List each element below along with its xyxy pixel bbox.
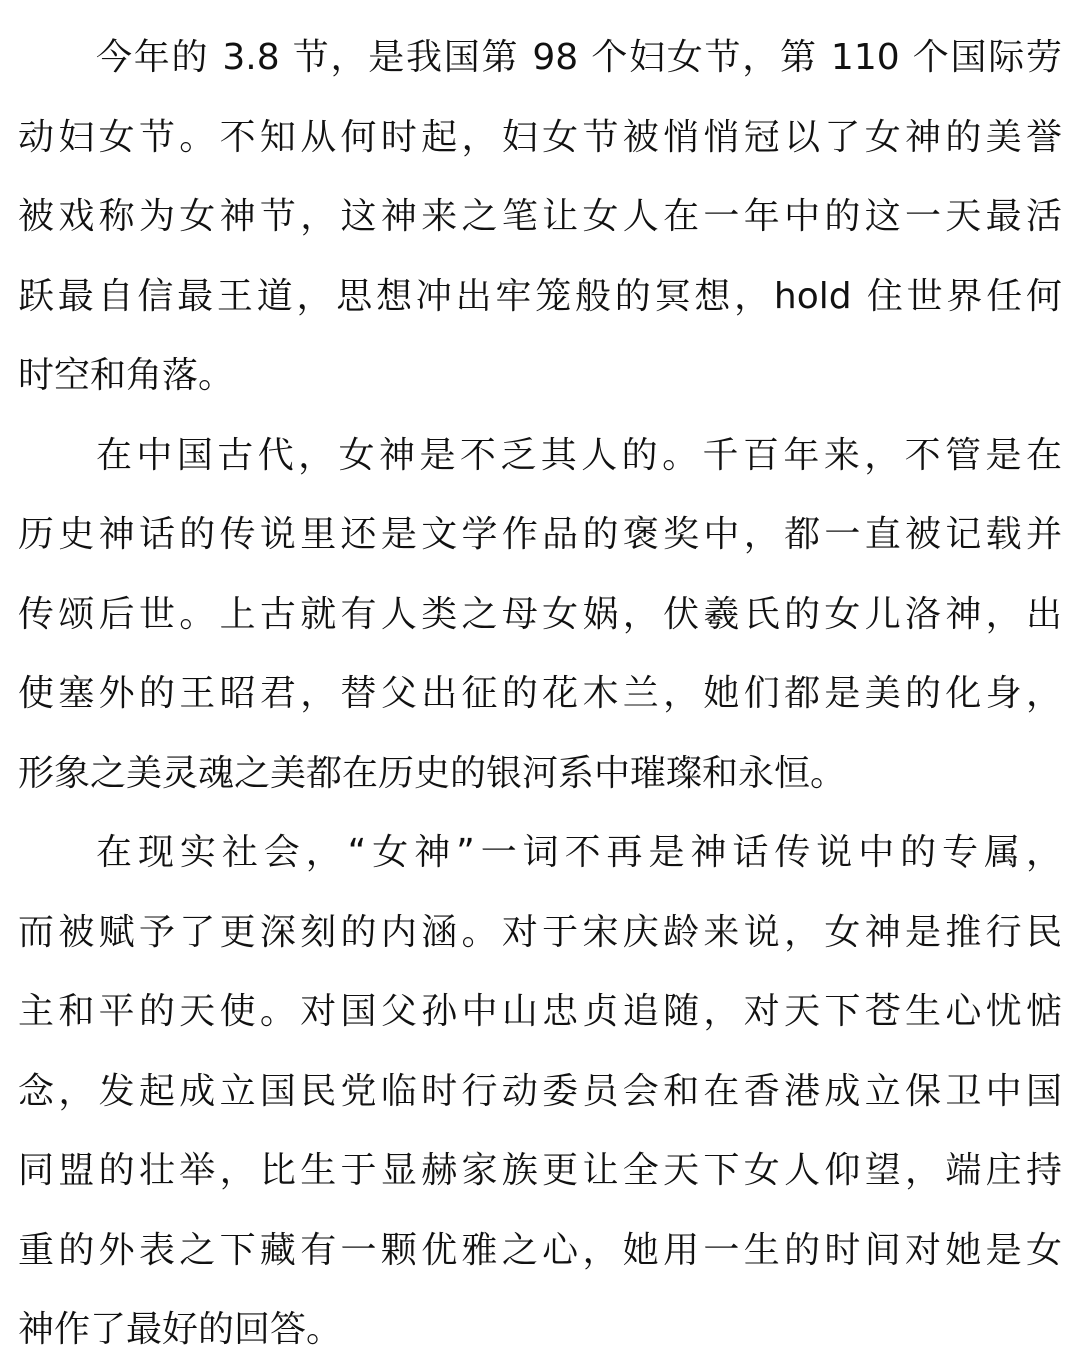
text-line: 使塞外的王昭君，替父出征的花木兰，她们都是美的化身， [18, 673, 1062, 714]
text-line: 跃最自信最王道，思想冲出牢笼般的冥想，hold 住世界任何 [18, 275, 1062, 317]
text-line: 神作了最好的回答。 [18, 1309, 343, 1350]
text-line: 动妇女节。不知从何时起，妇女节被悄悄冠以了女神的美誉 [18, 116, 1062, 158]
paragraph-2 [18, 416, 1062, 814]
document-body [18, 18, 1062, 1370]
paragraph-3 [18, 813, 1062, 1370]
text-line: 被戏称为女神节，这神来之笔让女人在一年中的这一天最活 [18, 196, 1062, 237]
text-line: 同盟的壮举，比生于显赫家族更让全天下女人仰望，端庄持 [18, 1150, 1062, 1191]
text-line: 时空和角落。 [18, 355, 235, 396]
text-line: 历史神话的传说里还是文学作品的褒奖中，都一直被记载并 [18, 514, 1062, 555]
paragraph-1 [18, 18, 1062, 416]
text-line: 而被赋予了更深刻的内涵。对于宋庆龄来说，女神是推行民 [18, 911, 1062, 953]
text-line: 重的外表之下藏有一颗优雅之心，她用一生的时间对她是女 [18, 1229, 1062, 1271]
text-line: 念，发起成立国民党临时行动委员会和在香港成立保卫中国 [18, 1070, 1062, 1112]
text-line: 今年的 3.8 节，是我国第 98 个妇女节，第 110 个国际劳 [96, 37, 1062, 78]
text-line: 形象之美灵魂之美都在历史的银河系中璀璨和永恒。 [18, 752, 847, 794]
text-line: 在中国古代，女神是不乏其人的。千百年来，不管是在 [96, 434, 1062, 476]
text-line: 在现实社会，“女神”一词不再是神话传说中的专属， [96, 832, 1062, 873]
text-line: 传颂后世。上古就有人类之母女娲，伏羲氏的女儿洛神，出 [18, 593, 1062, 635]
text-line: 主和平的天使。对国父孙中山忠贞追随，对天下苍生心忧惦 [18, 991, 1062, 1032]
